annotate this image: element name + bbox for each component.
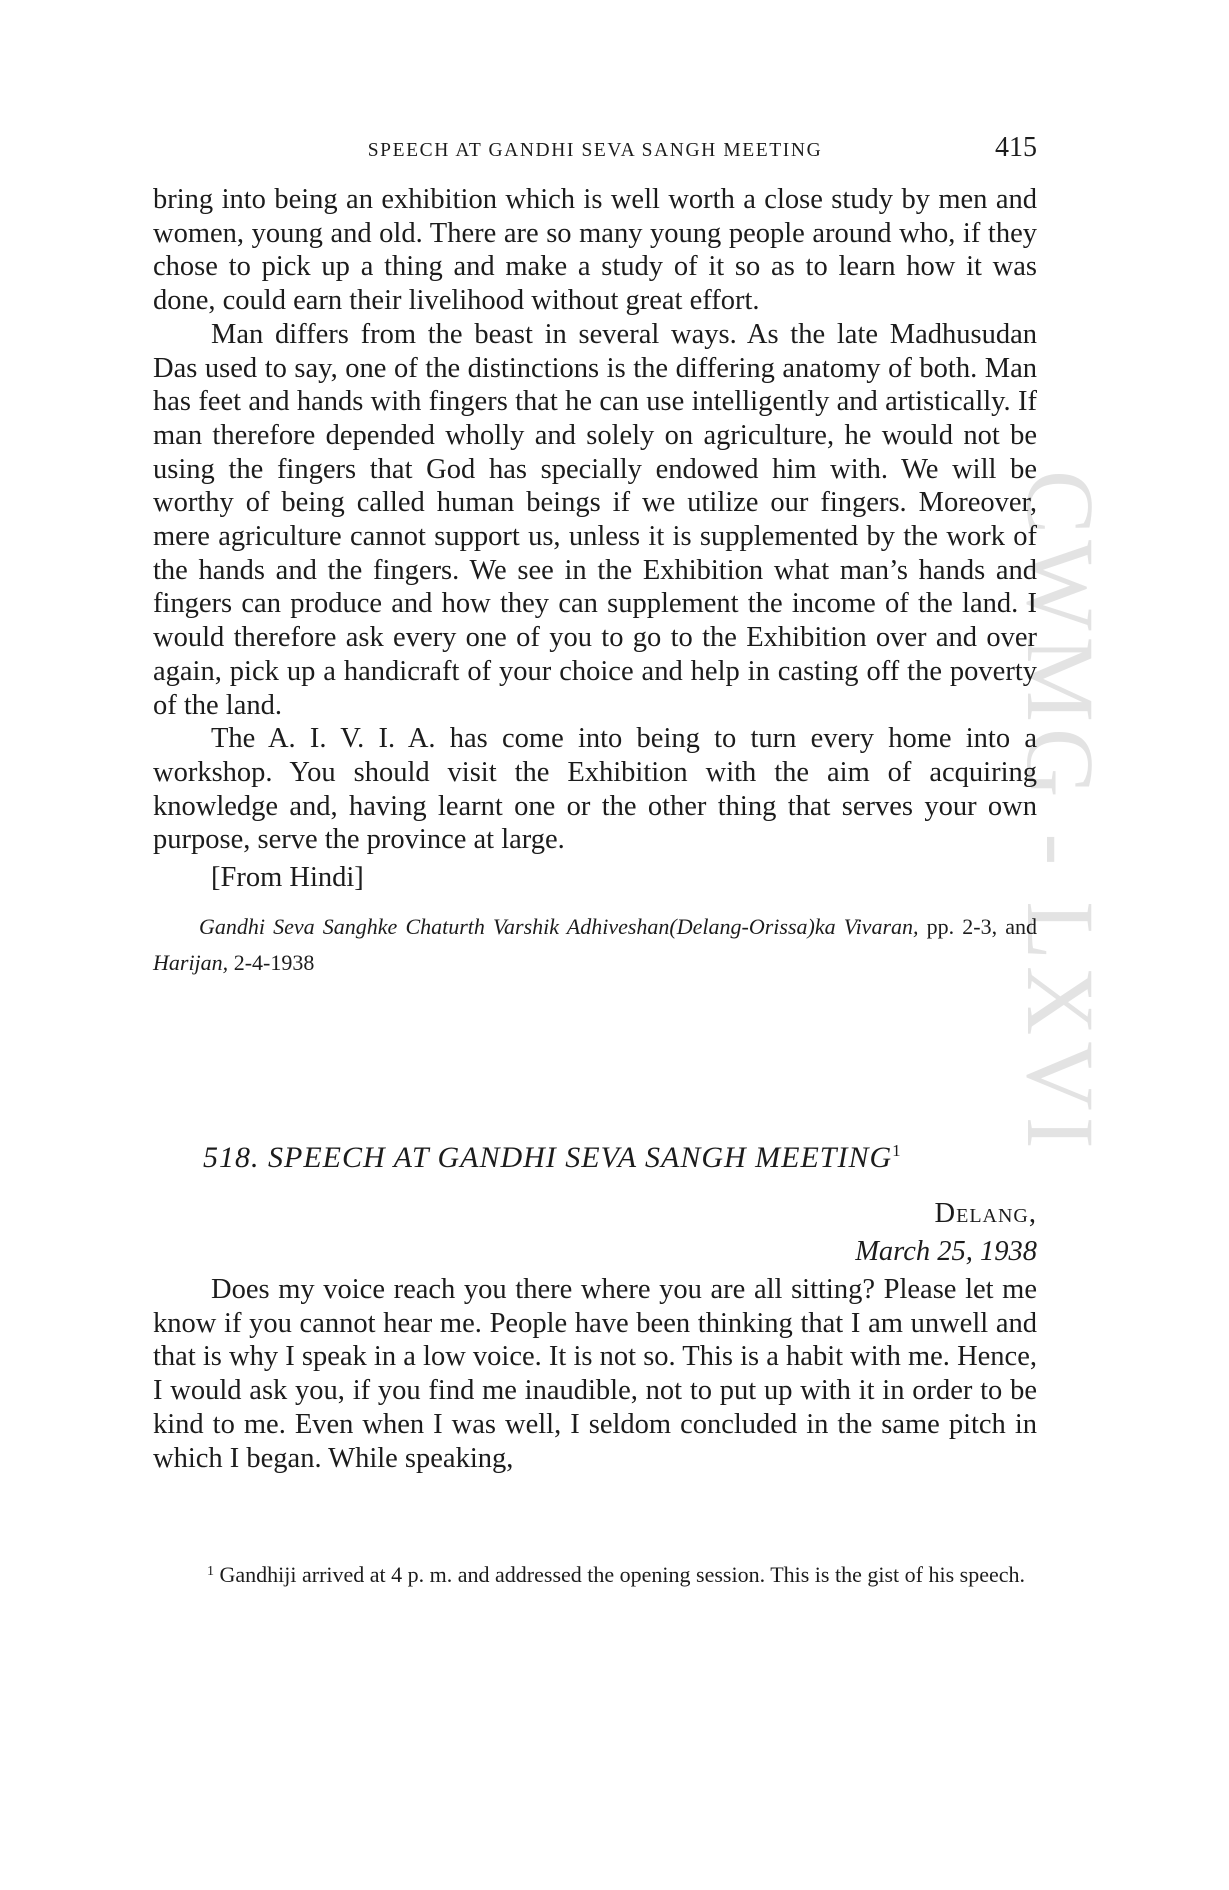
body-text-bottom (153, 1273, 1037, 1475)
date: March 25, 1938 (855, 1236, 1037, 1267)
paragraph: The A. I. V. I. A. has come into being to turn every home into a workshop. You should visit the Exhibition with the aim of acquiring knowledge and, having learnt one or the other thing that serves your own purpose, serve the province at large. (153, 723, 1037, 856)
section-heading (153, 1141, 1037, 1175)
paragraph: Man differs from the beast in several ways. As the late Madhusudan Das used to say, one of the distinctions is the differing anatomy of both. Man has feet and hands with fingers that he can use intelligently and artistically. If man therefore depended wholly and solely on agriculture, he would not be using the fingers that God has specially endowed him with. We will be worthy of being called human beings if we utilize our fingers. Moreover, mere agriculture cannot support us, unless it is supplemented by the work of the hands and the fingers. We see in the Exhibition what man’s hands and fingers can produce and how they can supplement the income of the land. I would therefore ask every one of you to go to the Exhibition over and over again, pick up a handicraft of your choice and help in casting off the poverty of the land. (153, 318, 1037, 721)
watermark: CWMG - LXVI (1007, 470, 1114, 1155)
paragraph: bring into being an exhibition which is well worth a close study by men and women, young and old. There are so many young people around who, if they chose to pick up a thing and make a study of it so as to learn how it was done, could earn their livelihood without great effort. (153, 184, 1037, 317)
source-citation (153, 909, 1037, 981)
body-text-top (153, 183, 1037, 981)
footnote-text: Gandhiji arrived at 4 p. m. and addressed the opening session. This is the gist of his speech. (219, 1562, 1026, 1587)
place: Delang, (934, 1198, 1037, 1229)
source-journal: Harijan, (153, 949, 229, 975)
page-number: 415 (995, 132, 1037, 163)
running-title: SPEECH AT GANDHI SEVA SANGH MEETING (367, 140, 823, 161)
running-head (153, 132, 1037, 172)
footnote-reference: 1 (892, 1141, 902, 1160)
paragraph: Does my voice reach you there where you are all sitting? Please let me know if you cannot hear me. People have been thinking that I am unwell and that is why I speak in a low voice. It is not so. This is a habit with me. Hence, I would ask you, if you find me inaudible, not to put up with it in order to be kind to me. Even when I was well, I seldom concluded in the same pitch in which I began. While speaking, (153, 1274, 1037, 1474)
source-title: Gandhi Seva Sanghke Chaturth Varshik Adhiveshan(Delang-Orissa)ka Vivaran, (199, 913, 919, 939)
source-date: 2-4-1938 (233, 949, 315, 975)
footnote (149, 1556, 1037, 1590)
section-title: 518. SPEECH AT GANDHI SEVA SANGH MEETING (203, 1141, 893, 1174)
translation-note: [From Hindi] (211, 862, 364, 894)
source-pages: pp. 2-3, and (926, 913, 1038, 939)
dateline (153, 1195, 1037, 1271)
footnote-marker: 1 (207, 1564, 214, 1579)
